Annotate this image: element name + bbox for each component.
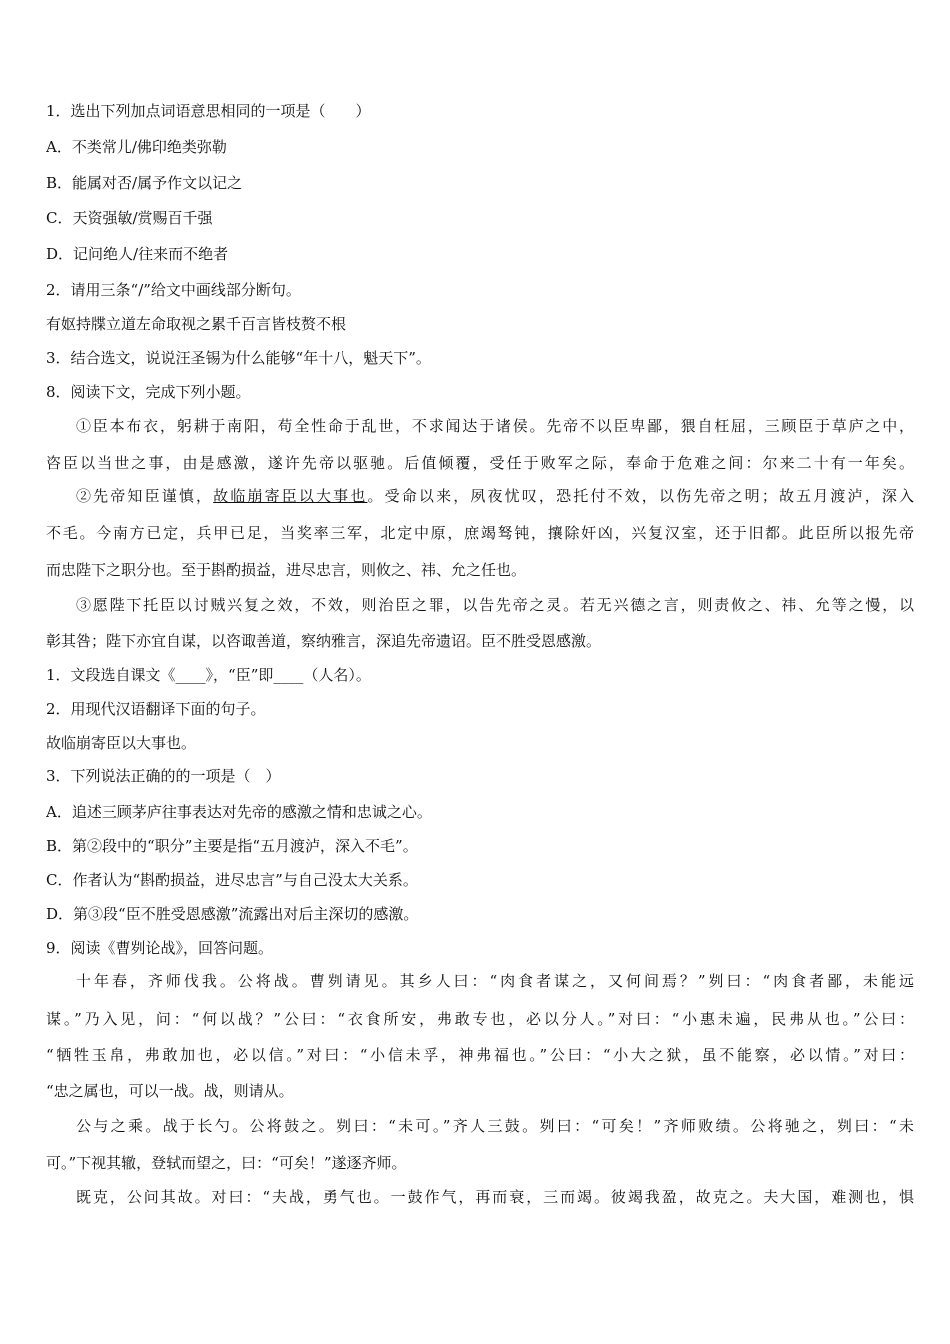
passage-9-p3-line: 既克，公问其故。对曰：“夫战，勇气也。一鼓作气，再而衰，三而竭。彼竭我盈，故克之。夫大国，难测也，惧 xyxy=(76,1188,914,1206)
option-c: C．天资强敏/赏赐百千强 xyxy=(46,209,213,227)
passage-9-p1-line: “忠之属也，可以一战。战，则请从。 xyxy=(46,1082,294,1100)
s8-question-2: 2．用现代汉语翻译下面的句子。 xyxy=(46,700,266,718)
s8-option-c: C．作者认为“斟酌损益，进尽忠言”与自己没太大关系。 xyxy=(46,871,418,889)
s8-option-a: A．追述三顾茅庐往事表达对先帝的感激之情和忠诚之心。 xyxy=(46,803,432,821)
passage-9-p2-line: 可。”下视其辙，登轼而望之，曰：“可矣！”遂逐齐师。 xyxy=(46,1154,407,1172)
section-8-title: 8．阅读下文，完成下列小题。 xyxy=(46,383,251,401)
question-1: 1．选出下列加点词语意思相同的一项是（ ） xyxy=(46,102,371,120)
passage-9-p1-line: 谋。”乃入见，问：“何以战？”公曰：“衣食所安，弗敢专也，必以分人。”对曰：“小惠未遍，民弗从也。”公曰： xyxy=(46,1010,914,1028)
passage-8-p2-pre: ②先帝知臣谨慎， xyxy=(76,487,214,505)
passage-8-p1-line: ①臣本布衣，躬耕于南阳，苟全性命于乱世，不求闻达于诸侯。先帝不以臣卑鄙，猥自枉屈，三顾臣于草庐之中， xyxy=(76,417,914,435)
passage-9-p2-line: 公与之乘。战于长勺。公将鼓之。刿曰：“未可。”齐人三鼓。刿曰：“可矣！”齐师败绩。公将驰之，刿曰：“未 xyxy=(76,1117,914,1135)
passage-8-p1-line: 咨臣以当世之事，由是感激，遂许先帝以驱驰。后值倾覆，受任于败军之际，奉命于危难之间：尔来二十有一年矣。 xyxy=(46,454,914,472)
passage-9-p1-line: 十年春，齐师伐我。公将战。曹刿请见。其乡人曰：“肉食者谋之，又何间焉？”刿曰：“肉食者鄙，未能远 xyxy=(76,972,914,990)
passage-8-p3-line: ③愿陛下托臣以讨贼兴复之效，不效，则治臣之罪，以告先帝之灵。若无兴德之言，则责攸之、祎、允等之慢，以 xyxy=(76,596,914,614)
option-d: D．记问绝人/往来而不绝者 xyxy=(46,245,229,263)
s8-question-2-text: 故临崩寄臣以大事也。 xyxy=(46,734,197,752)
s8-question-3: 3．下列说法正确的的一项是（ ） xyxy=(46,767,281,785)
passage-8-p2-post: 。受命以来，夙夜忧叹，恐托付不效，以伤先帝之明；故五月渡泸，深入 xyxy=(367,487,914,505)
section-9-title: 9．阅读《曹刿论战》，回答问题。 xyxy=(46,939,274,957)
passage-9-p1-line: “牺牲玉帛，弗敢加也，必以信。”对曰：“小信未孚，神弗福也。”公曰：“小大之狱，虽不能察，必以情。”对曰： xyxy=(46,1046,914,1064)
s8-question-1: 1．文段选自课文《____》，“臣”即____（人名）。 xyxy=(46,666,371,684)
passage-8-p3-line: 彰其咎；陛下亦宜自谋，以咨诹善道，察纳雅言，深追先帝遗诏。臣不胜受恩感激。 xyxy=(46,632,602,650)
passage-8-p2-line: 不毛。今南方已定，兵甲已足，当奖率三军，北定中原，庶竭驽钝，攘除奸凶，兴复汉室，还于旧都。此臣所以报先帝 xyxy=(46,524,914,542)
passage-8-p2-line: 而忠陛下之职分也。至于斟酌损益，进尽忠言，则攸之、祎、允之任也。 xyxy=(46,561,527,579)
option-a: A．不类常儿/佛印绝类弥勒 xyxy=(46,138,227,156)
passage-8-p2-line xyxy=(76,486,914,506)
option-b: B．能属对否/属予作文以记之 xyxy=(46,174,243,192)
underlined-sentence: 故临崩寄臣以大事也 xyxy=(213,487,368,505)
question-2-text: 有妪持牒立道左命取视之累千百言皆枝赘不根 xyxy=(46,315,347,333)
s8-option-d: D．第③段“臣不胜受恩感激”流露出对后主深切的感激。 xyxy=(46,905,419,923)
question-3: 3．结合选文，说说汪圣锡为什么能够“年十八，魁天下”。 xyxy=(46,349,431,367)
question-2: 2．请用三条“/”给文中画线部分断句。 xyxy=(46,281,301,299)
s8-option-b: B．第②段中的“职分”主要是指“五月渡泸，深入不毛”。 xyxy=(46,837,418,855)
